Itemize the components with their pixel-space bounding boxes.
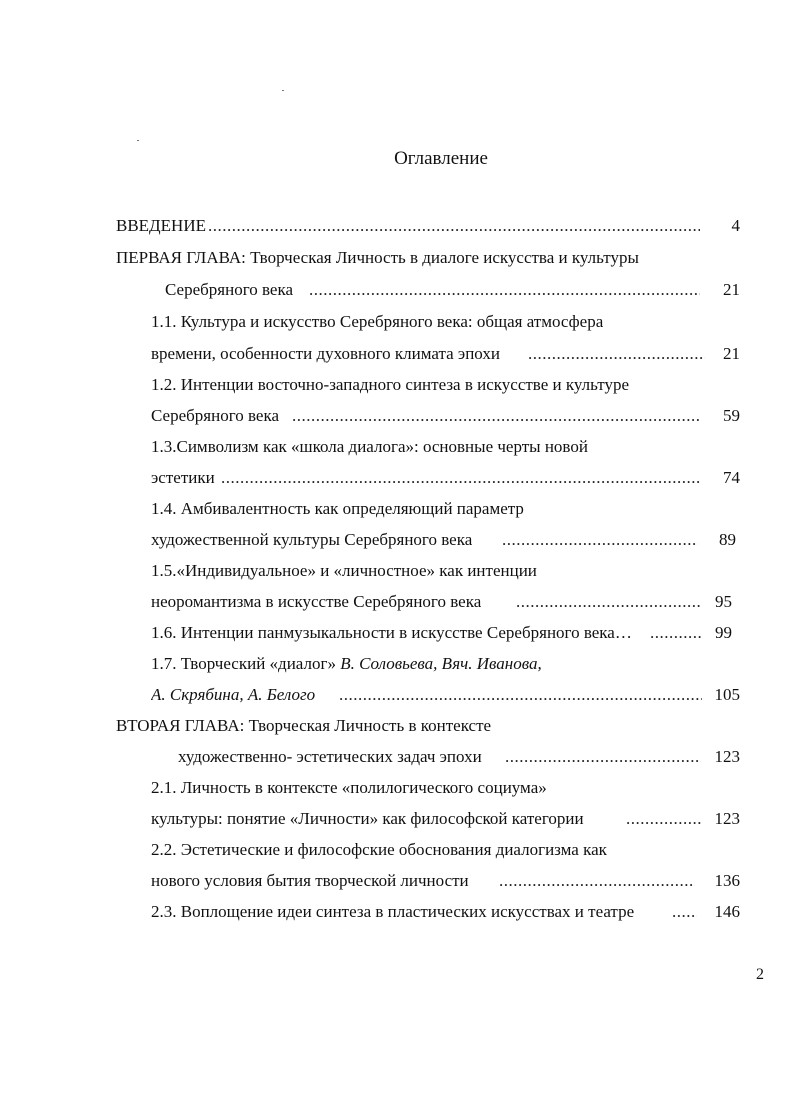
toc-title-italic: В. Соловьева, Вяч. Иванова, (340, 654, 542, 673)
toc-chapter-heading: ПЕРВАЯ ГЛАВА: Творческая Личность в диалоге искусства и культуры (116, 248, 639, 267)
toc-entry-introduction: ВВЕДЕНИЕ (116, 216, 206, 235)
toc-entry-line: неоромантизма в искусстве Серебряного века (151, 592, 482, 611)
dot-leader (528, 342, 705, 366)
toc-page-number: 4 (731, 216, 740, 235)
toc-entry-line: Серебряного века (165, 280, 294, 299)
dot-leader (221, 466, 700, 490)
toc-section-title: 2.1. Личность в контексте «полилогического социума» (151, 778, 547, 797)
toc-section-title: 1.3.Символизм как «школа диалога»: основные черты новой (151, 437, 588, 456)
page-title: Оглавление (394, 148, 488, 169)
toc-section-title: 1.1. Культура и искусство Серебряного века: общая атмосфера (151, 312, 604, 331)
toc-entry-line: художественно- эстетических задач эпохи (178, 747, 482, 766)
dot-leader (309, 278, 700, 302)
toc-page-number: 99 (715, 623, 732, 642)
toc-page-number: 59 (723, 406, 740, 425)
dot-leader (505, 745, 701, 769)
toc-section-title: 2.2. Эстетические и философские обоснования диалогизма как (151, 840, 607, 859)
dot-leader (339, 683, 702, 707)
toc-page-number: 21 (723, 280, 740, 299)
toc-chapter-heading: ВТОРАЯ ГЛАВА: Творческая Личность в контексте (116, 716, 492, 735)
toc-entry-line: художественной культуры Серебряного века (151, 530, 473, 549)
dot-leader (502, 528, 698, 552)
toc-page-number: 136 (714, 871, 740, 890)
toc-page-number: 146 (714, 902, 740, 921)
toc-entry-line: Серебряного века (151, 406, 280, 425)
dot-leader (499, 869, 695, 893)
toc-page-number: 21 (723, 344, 740, 363)
toc-page-number: 123 (714, 809, 740, 828)
toc-page-number: 74 (723, 468, 740, 487)
toc-title-plain: 1.7. Творческий «диалог» (151, 654, 341, 673)
toc-section-title: 1.2. Интенции восточно-западного синтеза в искусстве и культуре (151, 375, 629, 394)
toc-section-title: 1.5.«Индивидуальное» и «личностное» как интенции (151, 561, 537, 580)
toc-section-title (151, 652, 542, 676)
scan-speck (137, 140, 139, 141)
toc-entry-line: эстетики (151, 468, 215, 487)
toc-entry-line: времени, особенности духовного климата эпохи (151, 344, 500, 363)
toc-page-number: 105 (714, 685, 740, 704)
toc-section-title: 1.4. Амбивалентность как определяющий параметр (151, 499, 524, 518)
toc-section-title: 1.6. Интенции панмузыкальности в искусстве Серебряного века… (151, 623, 632, 642)
dot-leader (292, 404, 700, 428)
page-number: 2 (756, 966, 764, 983)
dot-leader (208, 214, 700, 238)
toc-page-number: 95 (715, 592, 732, 611)
toc-page-number: 123 (714, 747, 740, 766)
toc-entry-line: А. Скрябина, А. Белого (151, 685, 316, 704)
scan-speck (282, 90, 284, 91)
toc-entry-line: культуры: понятие «Личности» как философской категории (151, 809, 584, 828)
toc-section-title: 2.3. Воплощение идеи синтеза в пластических искусствах и театре (151, 902, 635, 921)
toc-page-number: 89 (719, 530, 736, 549)
toc-entry-line: нового условия бытия творческой личности (151, 871, 469, 890)
